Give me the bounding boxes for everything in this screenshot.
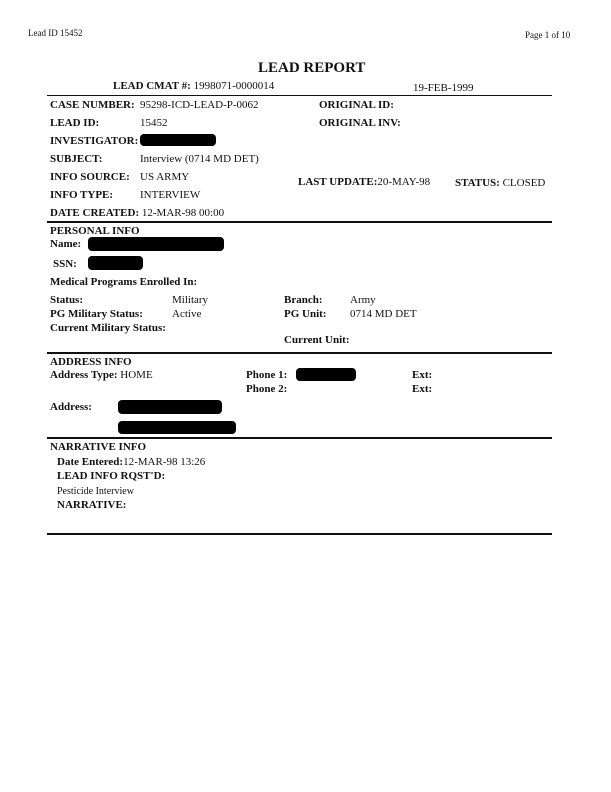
status-label: STATUS: [455, 177, 500, 189]
address-type: HOME [120, 369, 153, 381]
last-update: 20-MAY-98 [377, 176, 431, 188]
phone1-label: Phone 1: [246, 369, 288, 381]
date-created: 12-MAR-98 00:00 [141, 207, 225, 219]
last-update-label: LAST UPDATE: [298, 176, 378, 188]
info-type: INTERVIEW [140, 189, 201, 201]
branch-label: Branch: [284, 294, 323, 306]
pg-unit-label: PG Unit: [284, 308, 327, 320]
pg-military-label: PG Military Status: [50, 308, 143, 320]
current-military-label: Current Military Status: [50, 322, 166, 334]
pg-military: Active [172, 308, 202, 320]
divider [47, 352, 552, 354]
address-label: Address: [50, 401, 92, 413]
subject-label: SUBJECT: [50, 153, 103, 165]
case-number-label: CASE NUMBER: [50, 99, 135, 111]
redaction [140, 134, 216, 146]
status-label: Status: [50, 294, 84, 306]
narrative-label: NARRATIVE: [57, 499, 127, 511]
report-title: LEAD REPORT [258, 60, 366, 76]
ext1-label: Ext: [412, 369, 433, 381]
date-entered: 12-MAR-98 13:26 [123, 456, 206, 468]
address-type-label: Address Type: [50, 369, 118, 381]
divider [47, 95, 552, 96]
status: CLOSED [502, 177, 546, 189]
rqst-value: Pesticide Interview [57, 486, 134, 497]
info-type-label: INFO TYPE: [50, 189, 114, 201]
date-entered-label: Date Entered: [57, 456, 124, 468]
original-id-label: ORIGINAL ID: [319, 99, 394, 111]
case-number: 95298-ICD-LEAD-P-0062 [140, 99, 259, 111]
header-page: Page 1 of 10 [525, 30, 571, 40]
lead-id: 15452 [140, 117, 168, 129]
investigator-label: INVESTIGATOR: [50, 135, 139, 147]
lead-id-label: LEAD ID: [50, 117, 100, 129]
subject: Interview (0714 MD DET) [140, 153, 259, 165]
address-heading: ADDRESS INFO [50, 356, 132, 368]
divider [47, 221, 552, 223]
medical-label: Medical Programs Enrolled In: [50, 276, 198, 288]
redaction [296, 368, 356, 381]
cmat-label: LEAD CMAT #: [113, 80, 191, 92]
ssn-label: SSN: [53, 258, 77, 270]
redaction [88, 237, 224, 251]
info-source-label: INFO SOURCE: [50, 171, 130, 183]
date-created-label: DATE CREATED: [50, 207, 140, 219]
cmat-value: 1998071-0000014 [193, 80, 275, 92]
phone2-label: Phone 2: [246, 383, 288, 395]
original-inv-label: ORIGINAL INV: [319, 117, 401, 129]
redaction [118, 421, 236, 434]
branch: Army [350, 294, 376, 306]
info-source: US ARMY [140, 171, 190, 183]
header-lead-id: Lead ID 15452 [28, 28, 83, 38]
redaction [118, 400, 222, 414]
pg-unit: 0714 MD DET [350, 308, 417, 320]
divider [47, 533, 552, 535]
report-date: 19-FEB-1999 [413, 82, 474, 94]
divider [47, 437, 552, 439]
status-value: Military [172, 294, 209, 306]
current-unit-label: Current Unit: [284, 334, 350, 346]
personal-heading: PERSONAL INFO [50, 225, 140, 237]
name-label: Name: [50, 238, 82, 250]
rqst-label: LEAD INFO RQST'D: [57, 470, 166, 482]
narrative-heading: NARRATIVE INFO [50, 441, 147, 453]
ext2-label: Ext: [412, 383, 433, 395]
redaction [88, 256, 143, 270]
